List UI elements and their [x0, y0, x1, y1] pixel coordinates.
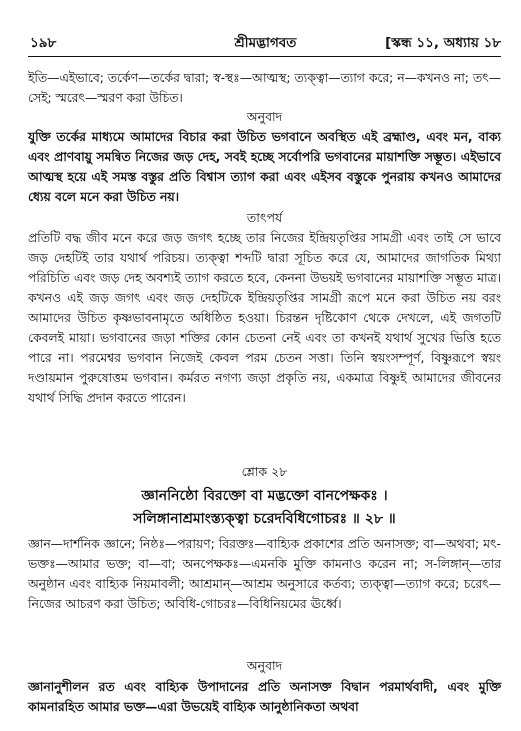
verse-line-1-wrap — [28, 484, 501, 506]
purport-paragraph: প্রতিটি বদ্ধ জীব মনে করে জড় জগৎ হচ্ছে তার নিজের ইন্দ্রিয়তৃপ্তির সামগ্রী এবং তাই সে ভাবে জড় দেহটিই তার যথার্থ পরিচয়। ত্যক্ত্বা শব্দটি দ্বারা সূচিত করে যে, আমাদের জাগতিক মিথ্যা পরিচিতি এবং জড় দেহ অবশ্যই ত্যাগ করতে হবে, কেননা উভয়ই ভগবানের মায়াশক্তি সম্ভূত মাত্র। কখনও এই জড় জগৎ এবং জড় দেহটিকে ইন্দ্রিয়তৃপ্তির সামগ্রী রূপে মনে করা উচিত নয় বরং আমাদের উচিত কৃষ্ণভাবনামৃতে অধিষ্ঠিত হওয়া। চিরন্তন দৃষ্টিকোণ থেকে দেখলে, এই জগতটি কেবলই মায়া। ভগবানের জড়া শক্তির কোন চেতনা নেই এবং তা কখনই যথার্থ সুখের ভিত্তি হতে পারে না। পরমেশ্বর ভগবান নিজেই কেবল পরম চেতন সত্তা। তিনি স্বয়ংসম্পূর্ণ, বিষ্ণুরূপে স্বয়ং দণ্ডায়মান পুরুষোত্তম ভগবান। কর্মরত নগণ্য জড়া প্রকৃতি নয়, একমাত্র বিষ্ণুই আমাদের জীবনের যথার্থ সিদ্ধি প্রদান করতে পারেন। — [28, 231, 501, 405]
translation-heading-2-wrap — [28, 658, 501, 676]
verse-line-1: জ্ঞাননিষ্ঠো বিরক্তো বা মদ্ভক্তো বানপেক্ষকঃ । — [141, 488, 388, 504]
running-header — [30, 32, 501, 52]
section-reference: [স্কন্ধ ১১, অধ্যায় ১৮ — [385, 35, 501, 51]
header-rule — [28, 56, 501, 57]
purport-heading: তাৎপর্য — [246, 210, 283, 225]
translation-heading-wrap — [28, 109, 501, 127]
translation-heading-2: অনুবাদ — [246, 658, 283, 673]
verse-heading-wrap — [28, 464, 501, 484]
verse-line-2: সলিঙ্গানাশ্রমাংস্ত্যক্ত্বা চরেদবিধিগোচরঃ ॥ ২৮ ॥ — [133, 511, 396, 527]
book-title: শ্রীমদ্ভাগবত — [234, 35, 297, 51]
translation-paragraph-2: জ্ঞানানুশীলন রত এবং বাহ্যিক উপাদানের প্রতি অনাসক্ত বিদ্বান পরমার্থবাদী, এবং মুক্তি কামনারহিত আমার ভক্ত—এরা উভয়েই বাহ্যিক আনুষ্ঠানিকতা অথবা — [28, 680, 501, 714]
verse-line-2-wrap — [28, 507, 501, 529]
verse-synonyms-paragraph: জ্ঞান—দার্শনিক জ্ঞানে; নিষ্ঠঃ—পরায়ণ; বিরক্তঃ—বাহ্যিক প্রকাশের প্রতি অনাসক্ত; বা—অথবা; মৎ-ভক্তঃ—আমার ভক্ত; বা—বা; অনপেক্ষকঃ—এমনকি মুক্তি কামনাও করেন না; স-লিঙ্গান্—তার অনুষ্ঠান এবং বাহ্যিক নিয়মাবলী; আশ্রমান্—আশ্রম অনুসারে কর্তব্য; ত্যক্ত্বা—ত্যাগ করে; চরেৎ—নিজের আচরণ করা উচিত; অবিধি-গোচরঃ—বিধিনিয়মের ঊর্ধ্বে। — [28, 537, 501, 611]
verse-heading: শ্লোক ২৮ — [241, 464, 288, 479]
translation-heading: অনুবাদ — [246, 109, 283, 124]
purport-heading-wrap — [28, 210, 501, 228]
page-number: ১৯৮ — [30, 35, 57, 51]
translation-paragraph: যুক্তি তর্কের মাধ্যমে আমাদের বিচার করা উচিত ভগবানে অবস্থিত এই ব্রহ্মাণ্ড, এবং মন, বাক্য এবং প্রাণবায়ু সমন্বিত নিজের জড় দেহ, সবই হচ্ছে সর্বোপরি ভগবানের মায়াশক্তি সম্ভূত। এইভাবে আত্মস্থ হয়ে এই সমস্ত বস্তুর প্রতি বিশ্বাস ত্যাগ করা এবং এইসব বস্তুকে পুনরায় কখনও আমাদের ধ্যেয় বলে মনে করা উচিত নয়। — [28, 130, 501, 204]
synonyms-paragraph: ইতি—এইভাবে; তর্কেণ—তর্কের দ্বারা; স্ব-স্থঃ—আত্মস্থ; ত্যক্ত্বা—ত্যাগ করে; ন—কখনও না; তৎ—সেই; স্মরেৎ—স্মরণ করা উচিত। — [28, 71, 501, 105]
